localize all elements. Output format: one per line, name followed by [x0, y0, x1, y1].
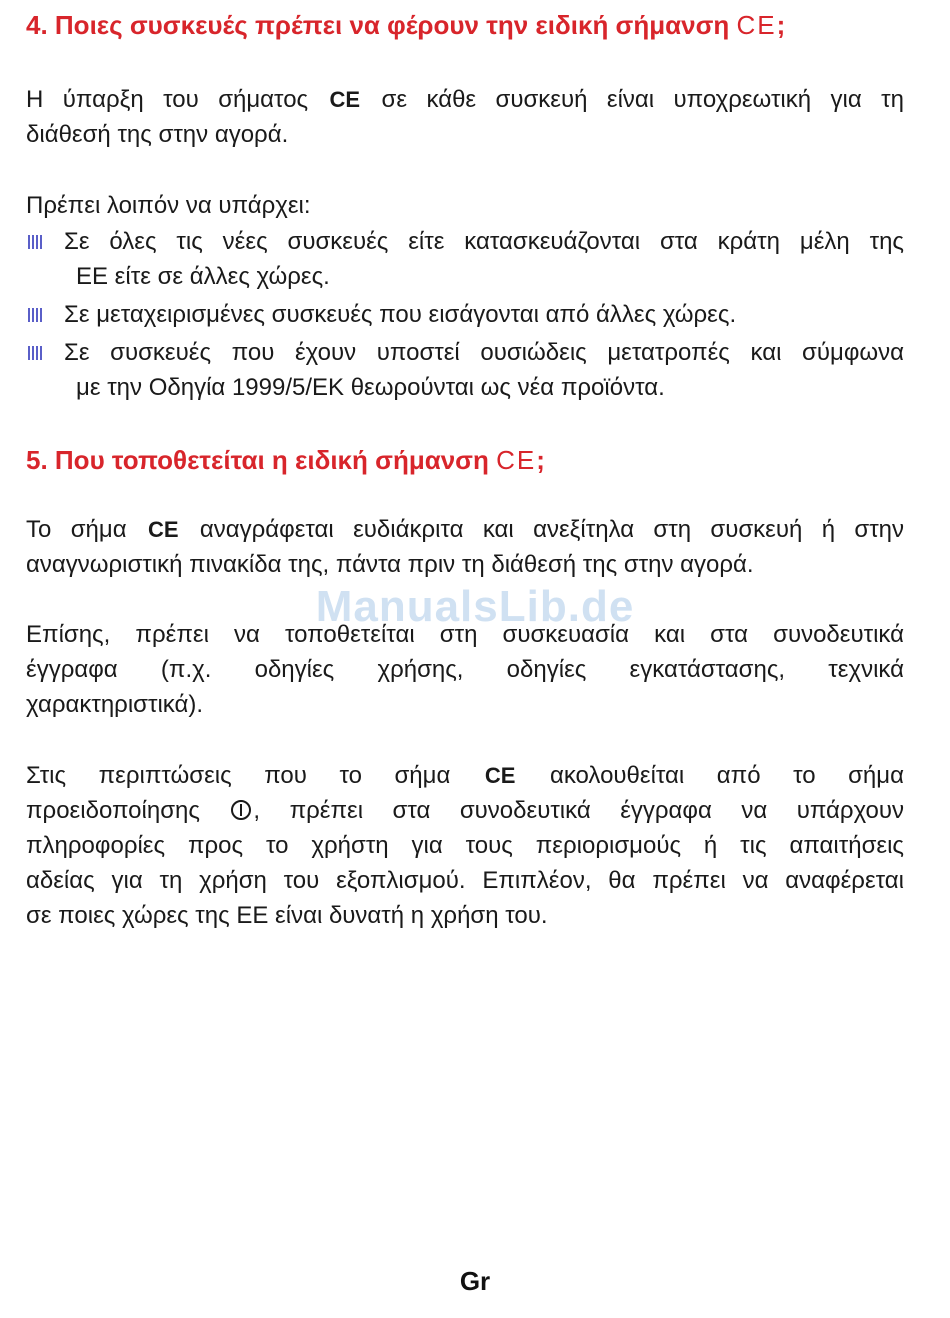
list-item: Σε μεταχειρισμένες συσκευές που εισάγονται από άλλες χώρες.: [26, 297, 904, 332]
bullet-icon: [28, 235, 44, 249]
page-footer-language: Gr: [459, 1266, 491, 1296]
section-5-title-end: ;: [536, 445, 545, 475]
section-5-paragraph-2: Επίσης, πρέπει να τοποθετείται στη συσκευασία και στα συνοδευτικά έγγραφα (π.χ. οδηγίες χρήσης, οδηγίες εγκατάστασης, τεχνικά χαρακτηριστικά).: [26, 621, 904, 718]
section-4-title-end: ;: [776, 10, 786, 40]
ce-mark-icon: CE: [484, 763, 516, 788]
section-4-heading: [26, 10, 785, 40]
watermark: ManualsLib.de: [315, 582, 635, 631]
list-item: Σε όλες τις νέες συσκευές είτε κατασκευάζονται στα κράτη μέλη της ΕΕ είτε σε άλλες χώρες.: [26, 224, 904, 294]
section-5-title: 5. Που τοποθετείται η ειδική σήμανση: [26, 445, 489, 475]
ce-mark-icon: CE: [329, 87, 361, 112]
section-5-paragraph-1: Το σήμα CE αναγράφεται ευδιάκριτα και ανεξίτηλα στη συσκευή ή στην αναγνωριστική πινακίδα της, πάντα πριν τη διάθεσή της στην αγορά.: [26, 512, 904, 582]
section-5-heading: [26, 445, 545, 475]
ce-mark-icon: CE: [147, 517, 179, 542]
bullet-icon: [28, 308, 44, 322]
section-4-title: 4. Ποιες συσκευές πρέπει να φέρουν την ειδική σήμανση: [26, 10, 730, 40]
alert-mark-icon: [231, 800, 251, 820]
section-5-paragraph-3: Στις περιπτώσεις που το σήμα CE ακολουθείται από το σήμα προειδοποίησης , πρέπει στα συνοδευτικά έγγραφα να υπάρχουν πληροφορίες προς το χρήστη για τους περιορισμούς ή τις απαιτήσεις αδείας για τη χρήση του εξοπλισμού. Επιπλέον, θα πρέπει να αναφέρεται σε ποιες χώρες της ΕΕ είναι δυνατή η χρήση του.: [26, 758, 904, 933]
intro-line-2: διάθεσή της στην αγορά.: [26, 121, 289, 148]
section-4-intro: [26, 82, 904, 152]
bullet-icon: [28, 346, 44, 360]
list-intro: Πρέπει λοιπόν να υπάρχει:: [26, 192, 311, 219]
list-item: Σε συσκευές που έχουν υποστεί ουσιώδεις μετατροπές και σύμφωνα με την Οδηγία 1999/5/ΕΚ θεωρούνται ως νέα προϊόντα.: [26, 335, 904, 405]
ce-mark-icon: CE: [496, 445, 537, 475]
ce-mark-icon: CE: [736, 10, 777, 40]
requirements-list: [26, 224, 904, 408]
intro-line-1: Η ύπαρξη του σήματος CE σε κάθε συσκευή είναι υποχρεωτική για τη: [26, 82, 904, 117]
